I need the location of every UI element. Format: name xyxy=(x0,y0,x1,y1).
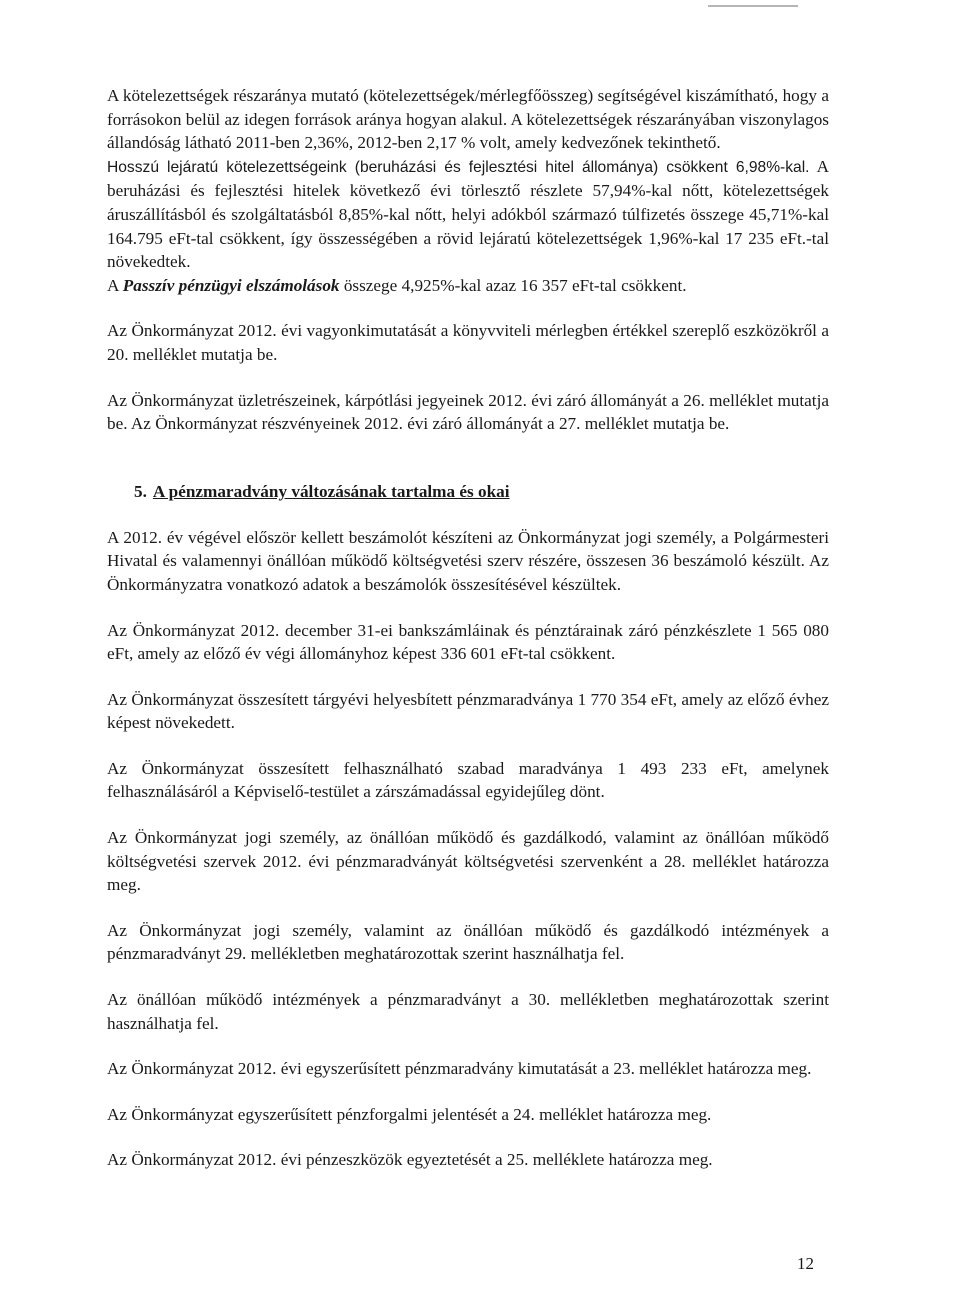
section-number: 5. xyxy=(134,481,147,501)
passive-emphasis: Passzív pénzügyi elszámolások xyxy=(122,275,340,295)
paragraph-asset-inventory: Az Önkormányzat 2012. évi vagyonkimutatását a könyvviteli mérlegben értékkel szereplő eszközökről a 20. melléklet mutatja be. xyxy=(107,321,829,364)
section-paragraph-2: Az Önkormányzat 2012. december 31-ei bankszámláinak és pénztárainak záró pénzkészlete 1 565 080 eFt, amely az előző év végi állományhoz képest 336 601 eFt-tal csökkent. xyxy=(107,620,829,664)
section-paragraph-9: Az Önkormányzat egyszerűsített pénzforgalmi jelentését a 24. melléklet határozza meg. xyxy=(107,1104,712,1124)
section-paragraph-10: Az Önkormányzat 2012. évi pénzeszközök egyeztetését a 25. melléklete határozza meg. xyxy=(107,1150,713,1170)
long-term-liabilities-text: Hosszú lejáratú kötelezettségeink (beruházási és fejlesztési hitel állománya) csökkent 6,98%-kal. xyxy=(107,158,810,176)
document-body xyxy=(107,84,829,1172)
loan-repayment-text: A beruházási és fejlesztési hitelek következő évi törlesztő részlete 57,94%-kal nőtt, kötelezettségek áruszállításból és szolgáltatásból 8,85%-kal nőtt, helyi adókból származó túlfizetés összege 45,71%-kal 164.795 eFt-tal csökkent, így összességében a rövid lejáratú kötelezettségek 1,96%-kal 17 235 eFt.-tal növekedtek. xyxy=(107,156,829,272)
section-paragraph-1: A 2012. év végével először kellett beszámolót készíteni az Önkormányzat jogi személy, a Polgármesteri Hivatal és valamennyi önállóan működő költségvetési szerv részére, összesen 36 beszámoló készült. Az Önkormányzatra vonatkozó adatok a beszámolók összesítésével készültek. xyxy=(107,527,829,594)
top-rule xyxy=(708,5,798,7)
section-title: A pénzmaradvány változásának tartalma és okai xyxy=(152,481,510,501)
passive-prefix: A xyxy=(107,275,123,295)
section-paragraph-5: Az Önkormányzat jogi személy, az önállóan működő és gazdálkodó, valamint az önállóan működő költségvetési szervek 2012. évi pénzmaradványát költségvetési szervenként a 28. melléklet határozza meg. xyxy=(107,828,829,895)
section-paragraph-3: Az Önkormányzat összesített tárgyévi helyesbített pénzmaradványa 1 770 354 eFt, amely az előző évhez képest növekedett. xyxy=(107,689,829,733)
section-paragraph-7: Az önállóan működő intézmények a pénzmaradványt a 30. mellékletben meghatározottak szerint használhatja fel. xyxy=(107,990,829,1033)
section-paragraph-8: Az Önkormányzat 2012. évi egyszerűsített pénzmaradvány kimutatását a 23. melléklet határozza meg. xyxy=(107,1059,812,1079)
section-paragraph-6: Az Önkormányzat jogi személy, valamint az önállóan működő és gazdálkodó intézmények a pénzmaradványt 29. mellékletben meghatározottak szerint használhatja fel. xyxy=(107,920,829,964)
section-heading xyxy=(107,480,829,504)
paragraph-liabilities xyxy=(107,84,829,297)
passive-suffix: összege 4,925%-kal azaz 16 357 eFt-tal csökkent. xyxy=(339,275,687,295)
section-paragraph-4: Az Önkormányzat összesített felhasználható szabad maradványa 1 493 233 eFt, amelynek felhasználásáról a Képviselő-testület a zárszámadással egyidejűleg dönt. xyxy=(107,758,829,802)
liabilities-ratio-text: A kötelezettségek részaránya mutató (kötelezettségek/mérlegfőösszeg) segítségével kiszámítható, hogy a forrásokon belül az idegen források aránya hogyan alakul. A kötelezettségek részarányában viszonylagos állandóság látható 2011-ben 2,36%, 2012-ben 2,17 % volt, amely kedvezőnek tekinthető. xyxy=(107,86,829,153)
paragraph-shares: Az Önkormányzat üzletrészeinek, kárpótlási jegyeinek 2012. évi záró állományát a 26. melléklet mutatja be. Az Önkormányzat részvényeinek 2012. évi záró állományát a 27. melléklet mutatja be. xyxy=(107,390,829,434)
page-number: 12 xyxy=(797,1254,814,1273)
